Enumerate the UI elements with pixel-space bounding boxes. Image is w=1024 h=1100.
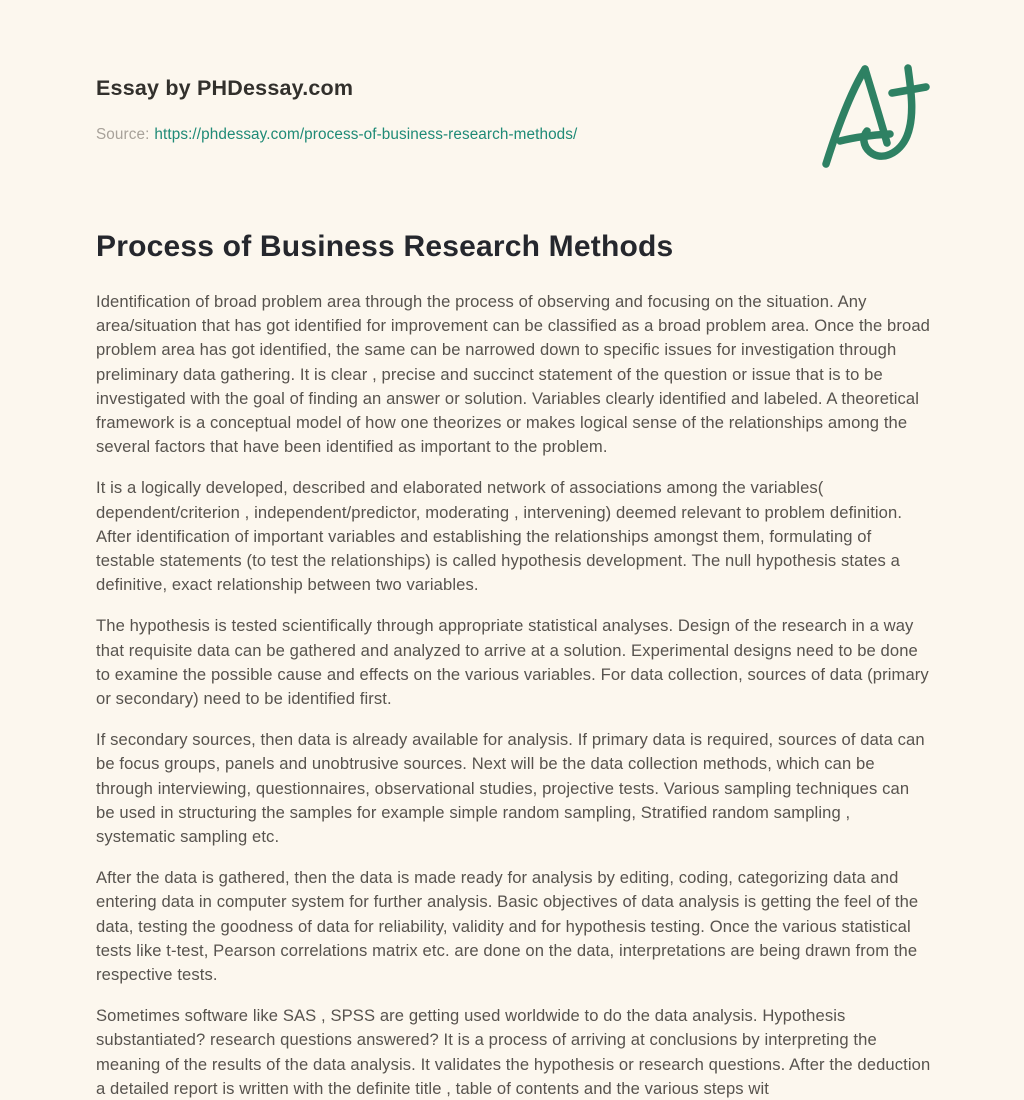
- article-title: Process of Business Research Methods: [96, 230, 674, 263]
- header-text-block: [96, 76, 932, 144]
- a-plus-logo-icon: [810, 60, 932, 170]
- source-url-link[interactable]: https://phdessay.com/process-of-business-research-methods/: [154, 126, 578, 143]
- paragraph-1: Identification of broad problem area through the process of observing and focusing on the situation. Any area/situation that has got identified for improvement can be classified as a broad problem area. Once the broad problem area has got identified, the same can be narrowed down to specific issues for investigation through preliminary data gathering. It is clear , precise and succinct statement of the question or issue that is to be investigated with the goal of finding an answer or solution. Variables clearly identified and labeled. A theoretical framework is a conceptual model of how one theorizes or makes logical sense of the relationships among the several factors that have been identified as important to the problem.: [96, 292, 930, 457]
- page-header: [96, 76, 932, 148]
- article-body: [96, 290, 932, 1100]
- paragraph-6-truncated: Sometimes software like SAS , SPSS are getting used worldwide to do the data analysis. Hypothesis substantiated? research questions answered? It is a process of arriving at conclusions by interpreting the meaning of the results of the data analysis. It validates the hypothesis or research questions. After the deduction a detailed report is written with the definite title , table of contents and the various steps wit: [96, 1006, 931, 1098]
- paragraph-5: After the data is gathered, then the data is made ready for analysis by editing, coding, categorizing data and entering data in computer system for further analysis. Basic objectives of data analysis is getting the feel of the data, testing the goodness of data for reliability, validity and for hypothesis testing. Once the various statistical tests like t-test, Pearson correlations matrix etc. are done on the data, interpretations are being drawn from the respective tests.: [96, 868, 919, 985]
- source-line: [96, 126, 932, 144]
- paragraph-3: The hypothesis is tested scientifically through appropriate statistical analyses. Design of the research in a way that requisite data can be gathered and analyzed to arrive at a solution. Experimental designs need to be done to examine the possible cause and effects on the various variables. For data collection, sources of data (primary or secondary) need to be identified first.: [96, 616, 929, 709]
- essay-by-heading: Essay by PHDessay.com: [96, 76, 354, 100]
- paragraph-2: It is a logically developed, described and elaborated network of associations among the variables( dependent/criterion , independent/predictor, moderating , intervening) deemed relevant to problem definition. After identification of important variables and establishing the relationships amongst them, formulating of testable statements (to test the relationships) is called hypothesis development. The null hypothesis states a definitive, exact relationship between two variables.: [96, 478, 903, 595]
- source-label: Source:: [96, 126, 150, 143]
- paragraph-4: If secondary sources, then data is already available for analysis. If primary data is required, sources of data can be focus groups, panels and unobtrusive sources. Next will be the data collection methods, which can be through interviewing, questionnaires, observational studies, projective tests. Various sampling techniques can be used in structuring the samples for example simple random sampling, Stratified random sampling , systematic sampling etc.: [96, 730, 925, 847]
